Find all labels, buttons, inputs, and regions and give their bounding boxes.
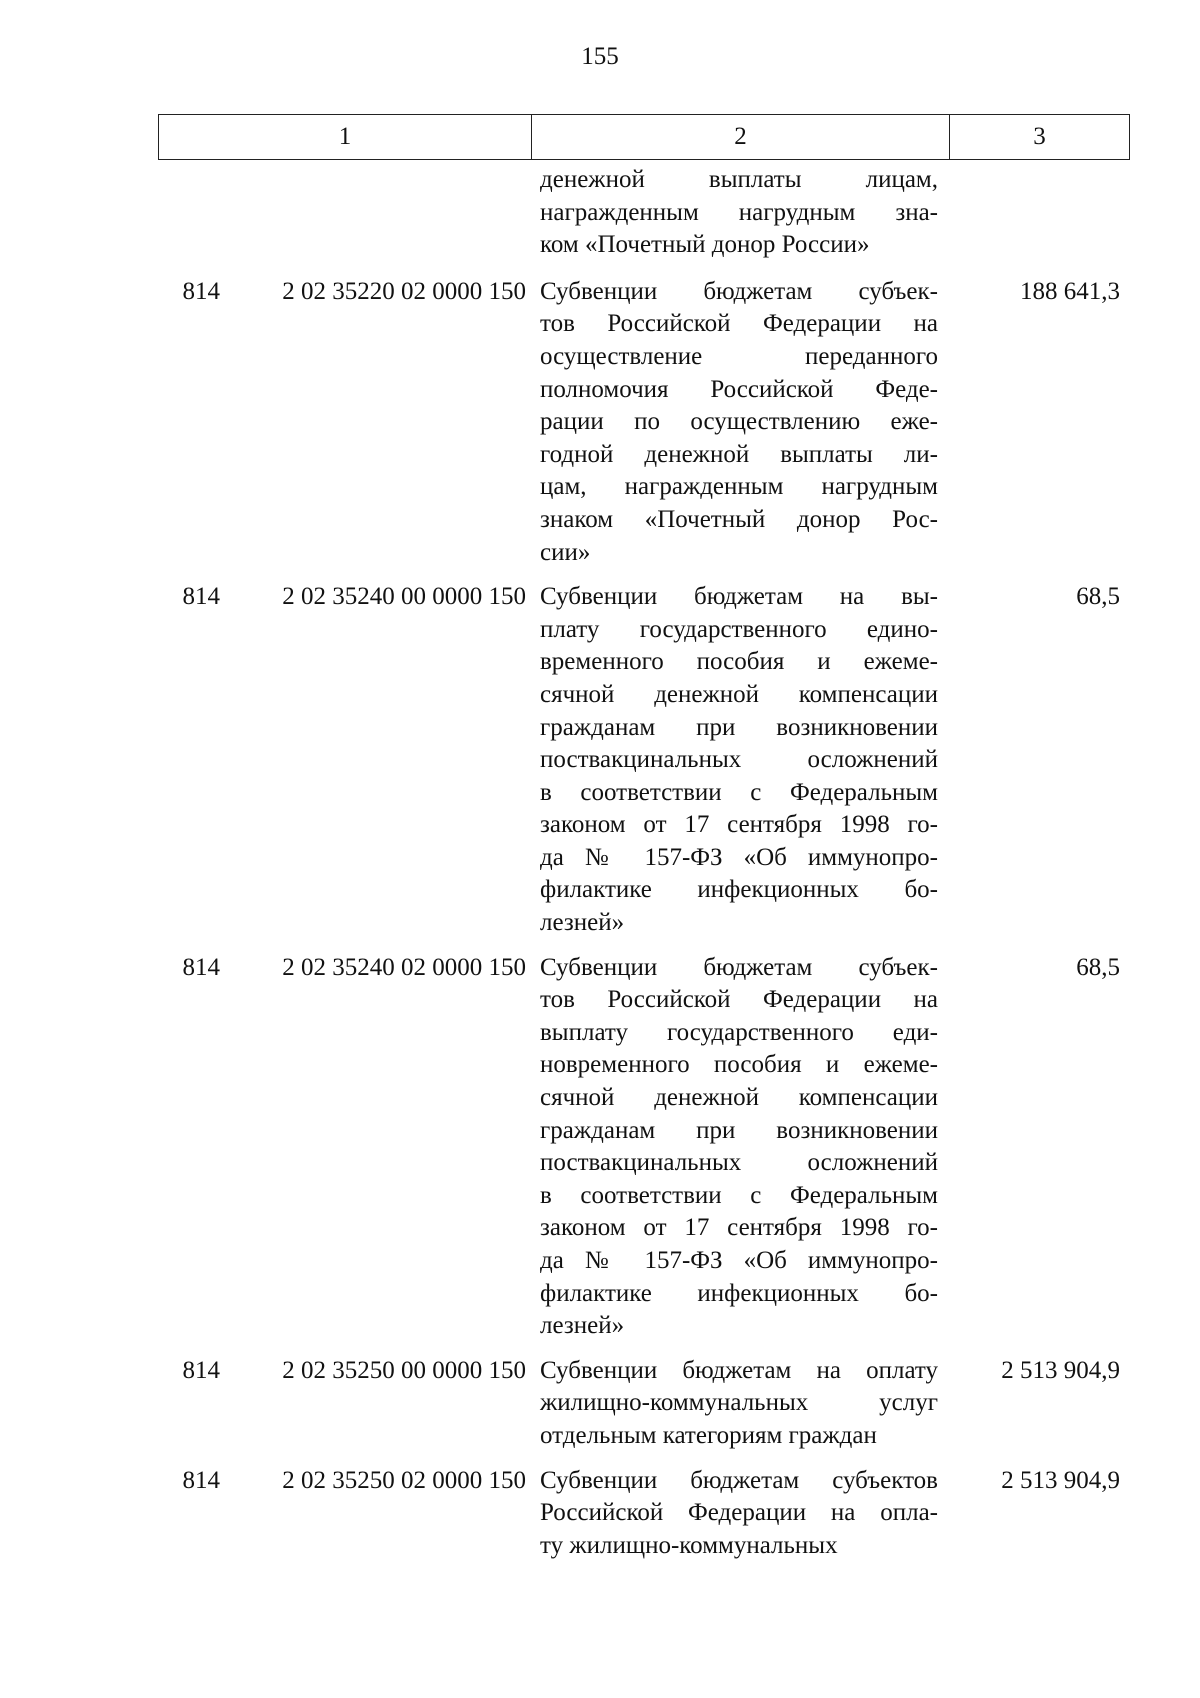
- page-number: 155: [581, 43, 619, 70]
- amount-cell: 68,5: [1076, 583, 1120, 611]
- admin-code-cell: 814: [182, 1466, 220, 1494]
- table-row: [158, 1465, 1130, 1563]
- amount-cell: 2 513 904,9: [1001, 1356, 1120, 1384]
- budget-code-cell: 2 02 35240 00 0000 150: [282, 583, 526, 611]
- description-line: тов Российской Федерации на: [540, 986, 938, 1014]
- description-line: поствакцинальных осложнений: [540, 1149, 938, 1177]
- description-line: гражданам при возникновении: [540, 713, 938, 741]
- description-line: рации по осуществлению еже-: [540, 408, 938, 436]
- description-line: Субвенции бюджетам субъек-: [540, 953, 938, 981]
- description-line: ком «Почетный донор России»: [540, 231, 870, 259]
- table-row: [158, 276, 1130, 569]
- description-line: сячной денежной компенсации: [540, 1084, 938, 1112]
- description-line: отдельным категориям граждан: [540, 1421, 877, 1449]
- table-body: [158, 164, 1130, 1574]
- description-cell: [540, 164, 938, 262]
- description-line: сии»: [540, 538, 591, 566]
- header-col-2: 2: [531, 115, 949, 159]
- table-row: [158, 1355, 1130, 1453]
- description-cell: [540, 1355, 938, 1453]
- description-line: годной денежной выплаты ли-: [540, 440, 938, 468]
- description-line: знаком «Почетный донор Рос-: [540, 505, 938, 533]
- description-line: временного пособия и ежеме-: [540, 648, 938, 676]
- description-line: гражданам при возникновении: [540, 1116, 938, 1144]
- amount-cell: 68,5: [1076, 953, 1120, 981]
- admin-code-cell: 814: [182, 277, 220, 305]
- description-line: Субвенции бюджетам субъек-: [540, 277, 938, 305]
- description-line: законом от 17 сентября 1998 го-: [540, 1214, 938, 1242]
- description-line: Субвенции бюджетам на вы-: [540, 583, 938, 611]
- description-line: жилищно-коммунальных услуг: [540, 1389, 938, 1417]
- description-line: филактике инфекционных бо-: [540, 1279, 938, 1307]
- description-line: выплату государственного еди-: [540, 1018, 938, 1046]
- description-line: лезней»: [540, 1312, 625, 1340]
- description-line: Российской Федерации на опла-: [540, 1499, 938, 1527]
- budget-code-cell: 2 02 35220 02 0000 150: [282, 277, 526, 305]
- description-line: полномочия Российской Феде-: [540, 375, 938, 403]
- description-line: новременного пособия и ежеме-: [540, 1051, 938, 1079]
- amount-cell: 2 513 904,9: [1001, 1466, 1120, 1494]
- budget-code-cell: [220, 164, 530, 262]
- description-line: поствакцинальных осложнений: [540, 746, 938, 774]
- description-line: тов Российской Федерации на: [540, 310, 938, 338]
- description-line: ту жилищно-коммунальных: [540, 1531, 838, 1559]
- admin-code-cell: [158, 164, 220, 262]
- budget-code-cell: 2 02 35250 00 0000 150: [282, 1356, 526, 1384]
- header-col-1: 1: [338, 123, 352, 150]
- description-line: осуществление переданного: [540, 342, 938, 370]
- table-row: [158, 952, 1130, 1343]
- table-row: [158, 581, 1130, 940]
- description-line: в соответствии с Федеральным: [540, 1181, 938, 1209]
- budget-code-cell: 2 02 35240 02 0000 150: [282, 953, 526, 981]
- amount-cell: 188 641,3: [1020, 277, 1120, 305]
- header-col-3: 3: [949, 115, 1129, 159]
- description-cell: [540, 952, 938, 1343]
- admin-code-cell: 814: [182, 583, 220, 611]
- description-line: Субвенции бюджетам на оплату: [540, 1356, 938, 1384]
- table-row: [158, 164, 1130, 262]
- table-header: [158, 114, 1130, 160]
- description-line: законом от 17 сентября 1998 го-: [540, 811, 938, 839]
- description-line: Субвенции бюджетам субъектов: [540, 1466, 938, 1494]
- description-cell: [540, 276, 938, 569]
- description-line: да № 157-ФЗ «Об иммунопро-: [540, 1247, 938, 1274]
- admin-code-cell: 814: [182, 1356, 220, 1384]
- budget-code-cell: 2 02 35250 02 0000 150: [282, 1466, 526, 1494]
- description-line: филактике инфекционных бо-: [540, 876, 938, 904]
- description-cell: [540, 1465, 938, 1563]
- description-line: цам, награжденным нагрудным: [540, 473, 938, 501]
- description-line: награжденным нагрудным зна-: [540, 198, 938, 226]
- description-line: сячной денежной компенсации: [540, 680, 938, 708]
- description-line: да № 157-ФЗ «Об иммунопро-: [540, 843, 938, 871]
- description-line: плату государственного едино-: [540, 615, 938, 643]
- amount-cell: [938, 164, 1130, 262]
- description-line: лезней»: [540, 909, 625, 937]
- description-line: в соответствии с Федеральным: [540, 778, 938, 806]
- description-cell: [540, 581, 938, 940]
- admin-code-cell: 814: [182, 953, 220, 981]
- description-line: денежной выплаты лицам,: [540, 166, 938, 193]
